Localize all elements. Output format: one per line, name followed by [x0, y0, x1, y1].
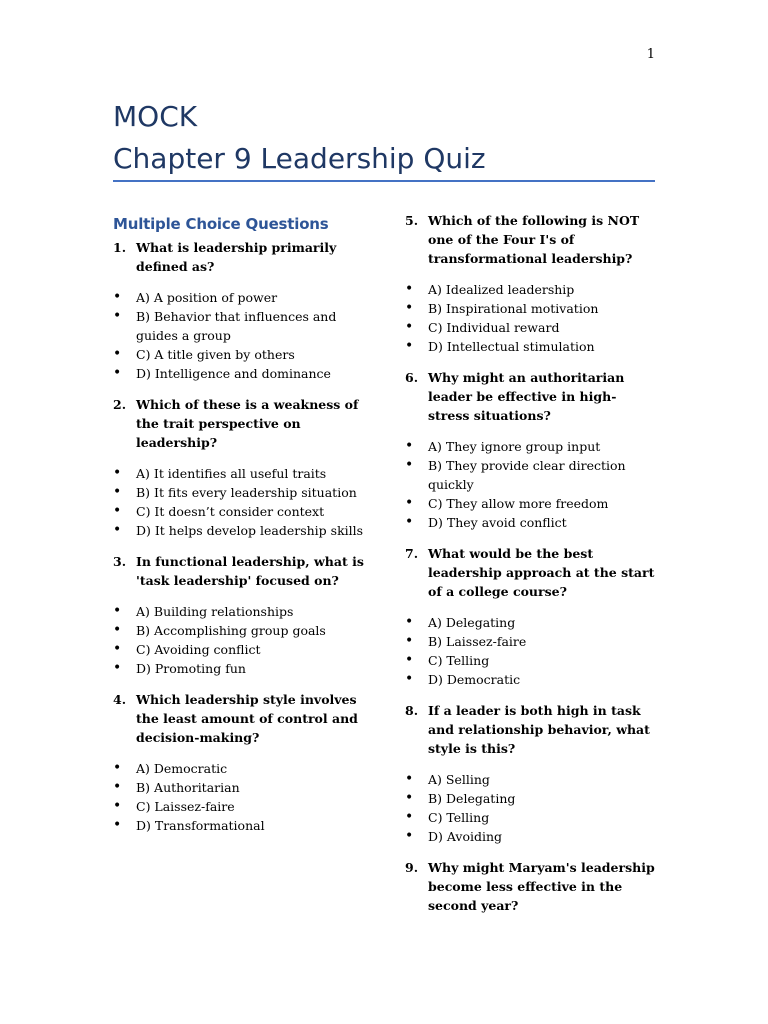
answer-text: D) They avoid conflict — [428, 515, 567, 530]
bullet-icon: • — [405, 514, 414, 530]
answer-text: C) Telling — [428, 653, 490, 668]
question-number: 2. — [113, 397, 127, 412]
answer-text: D) Intelligence and dominance — [136, 366, 331, 381]
question-number: 1. — [113, 240, 127, 255]
bullet-icon: • — [113, 465, 122, 481]
answer-text: D) Promoting fun — [136, 661, 246, 676]
bullet-icon: • — [113, 308, 122, 324]
bullet-icon: • — [113, 346, 122, 362]
answer-option — [113, 778, 365, 797]
answer-option — [113, 797, 365, 816]
bullet-icon: • — [405, 300, 414, 316]
bullet-icon: • — [113, 622, 122, 638]
answer-option — [405, 337, 655, 356]
answer-list — [113, 759, 365, 835]
bullet-icon: • — [113, 641, 122, 657]
answer-option — [113, 759, 365, 778]
answer-text: A) Democratic — [136, 761, 228, 776]
question-text: What would be the best leadership approach at the start of a college course? — [428, 546, 655, 599]
answer-option — [113, 288, 365, 307]
question — [113, 552, 365, 590]
answer-option — [405, 299, 655, 318]
answer-text: C) Laissez-faire — [136, 799, 235, 814]
answer-text: A) Building relationships — [136, 604, 294, 619]
bullet-icon: • — [405, 319, 414, 335]
bullet-icon: • — [405, 438, 414, 454]
question — [405, 368, 655, 425]
answer-list — [113, 602, 365, 678]
answer-list — [405, 280, 655, 356]
answer-option — [405, 613, 655, 632]
bullet-icon: • — [405, 281, 414, 297]
answer-text: A) A position of power — [136, 290, 278, 305]
question-text: In functional leadership, what is 'task leadership' focused on? — [136, 554, 364, 588]
question-number: 9. — [405, 860, 419, 875]
section-heading: Multiple Choice Questions — [113, 215, 329, 233]
answer-text: C) It doesn’t consider context — [136, 504, 325, 519]
answer-text: D) Democratic — [428, 672, 521, 687]
bullet-icon: • — [113, 660, 122, 676]
question — [113, 238, 365, 276]
answer-option — [405, 827, 655, 846]
bullet-icon: • — [113, 603, 122, 619]
bullet-icon: • — [113, 289, 122, 305]
answer-option — [113, 521, 365, 540]
answer-text: A) Selling — [428, 772, 490, 787]
answer-option — [405, 670, 655, 689]
answer-option — [113, 659, 365, 678]
bullet-icon: • — [113, 503, 122, 519]
answer-text: C) A title given by others — [136, 347, 295, 362]
answer-option — [113, 364, 365, 383]
answer-option — [113, 307, 365, 345]
question-text: Which leadership style involves the least amount of control and decision-making? — [136, 692, 358, 745]
answer-text: B) Laissez-faire — [428, 634, 527, 649]
answer-option — [113, 345, 365, 364]
answer-text: B) Behavior that influences and guides a group — [136, 309, 337, 343]
answer-text: C) Telling — [428, 810, 490, 825]
answer-option — [405, 280, 655, 299]
answer-option — [113, 483, 365, 502]
answer-option — [405, 632, 655, 651]
answer-text: B) Accomplishing group goals — [136, 623, 326, 638]
bullet-icon: • — [405, 790, 414, 806]
answer-text: A) It identifies all useful traits — [136, 466, 327, 481]
answer-option — [405, 437, 655, 456]
right-column — [405, 211, 655, 915]
bullet-icon: • — [113, 365, 122, 381]
question-text: If a leader is both high in task and relationship behavior, what style is this? — [428, 703, 650, 756]
bullet-icon: • — [405, 495, 414, 511]
bullet-icon: • — [113, 817, 122, 833]
answer-option — [405, 808, 655, 827]
question — [405, 544, 655, 601]
answer-option — [113, 640, 365, 659]
bullet-icon: • — [113, 760, 122, 776]
bullet-icon: • — [113, 484, 122, 500]
question — [113, 690, 365, 747]
answer-text: D) It helps develop leadership skills — [136, 523, 364, 538]
answer-text: A) Idealized leadership — [428, 282, 575, 297]
question-text: Which of these is a weakness of the trait perspective on leadership? — [136, 397, 359, 450]
bullet-icon: • — [405, 457, 414, 473]
question-number: 4. — [113, 692, 127, 707]
answer-list — [405, 770, 655, 846]
answer-text: B) It fits every leadership situation — [136, 485, 357, 500]
question-text: Which of the following is NOT one of the Four I's of transformational leadership? — [428, 213, 640, 266]
question — [405, 211, 655, 268]
answer-text: C) Avoiding conflict — [136, 642, 261, 657]
bullet-icon: • — [405, 671, 414, 687]
answer-option — [405, 770, 655, 789]
answer-text: A) Delegating — [428, 615, 516, 630]
answer-text: C) They allow more freedom — [428, 496, 609, 511]
question-number: 8. — [405, 703, 419, 718]
question — [113, 395, 365, 452]
question — [405, 701, 655, 758]
bullet-icon: • — [405, 633, 414, 649]
answer-text: D) Transformational — [136, 818, 265, 833]
answer-option — [113, 816, 365, 835]
answer-text: B) Inspirational motivation — [428, 301, 599, 316]
answer-text: C) Individual reward — [428, 320, 560, 335]
title-line-1: MOCK — [113, 100, 198, 133]
question — [405, 858, 655, 915]
answer-list — [113, 464, 365, 540]
title-line-2: Chapter 9 Leadership Quiz — [113, 142, 486, 175]
answer-list — [405, 437, 655, 532]
question-number: 5. — [405, 213, 419, 228]
answer-text: D) Intellectual stimulation — [428, 339, 595, 354]
answer-text: B) Delegating — [428, 791, 516, 806]
answer-text: D) Avoiding — [428, 829, 503, 844]
answer-text: A) They ignore group input — [428, 439, 601, 454]
left-column — [113, 211, 365, 847]
page-number: 1 — [646, 47, 655, 62]
bullet-icon: • — [405, 828, 414, 844]
question-number: 7. — [405, 546, 419, 561]
answer-text: B) They provide clear direction quickly — [428, 458, 626, 492]
answer-option — [405, 651, 655, 670]
answer-option — [113, 464, 365, 483]
bullet-icon: • — [113, 779, 122, 795]
bullet-icon: • — [405, 809, 414, 825]
answer-option — [113, 602, 365, 621]
question-text: Why might an authoritarian leader be effective in high-stress situations? — [428, 370, 625, 423]
answer-list — [113, 288, 365, 383]
question-number: 3. — [113, 554, 127, 569]
answer-option — [405, 513, 655, 532]
document-title — [113, 96, 655, 180]
answer-option — [405, 318, 655, 337]
answer-option — [405, 456, 655, 494]
bullet-icon: • — [405, 771, 414, 787]
bullet-icon: • — [113, 798, 122, 814]
answer-text: B) Authoritarian — [136, 780, 240, 795]
answer-option — [405, 494, 655, 513]
answer-option — [113, 621, 365, 640]
bullet-icon: • — [405, 338, 414, 354]
question-text: What is leadership primarily defined as? — [136, 240, 337, 274]
title-rule — [113, 180, 655, 182]
answer-option — [405, 789, 655, 808]
answer-option — [113, 502, 365, 521]
bullet-icon: • — [405, 652, 414, 668]
answer-list — [405, 613, 655, 689]
question-text: Why might Maryam's leadership become less effective in the second year? — [428, 860, 655, 913]
bullet-icon: • — [405, 614, 414, 630]
question-number: 6. — [405, 370, 419, 385]
bullet-icon: • — [113, 522, 122, 538]
